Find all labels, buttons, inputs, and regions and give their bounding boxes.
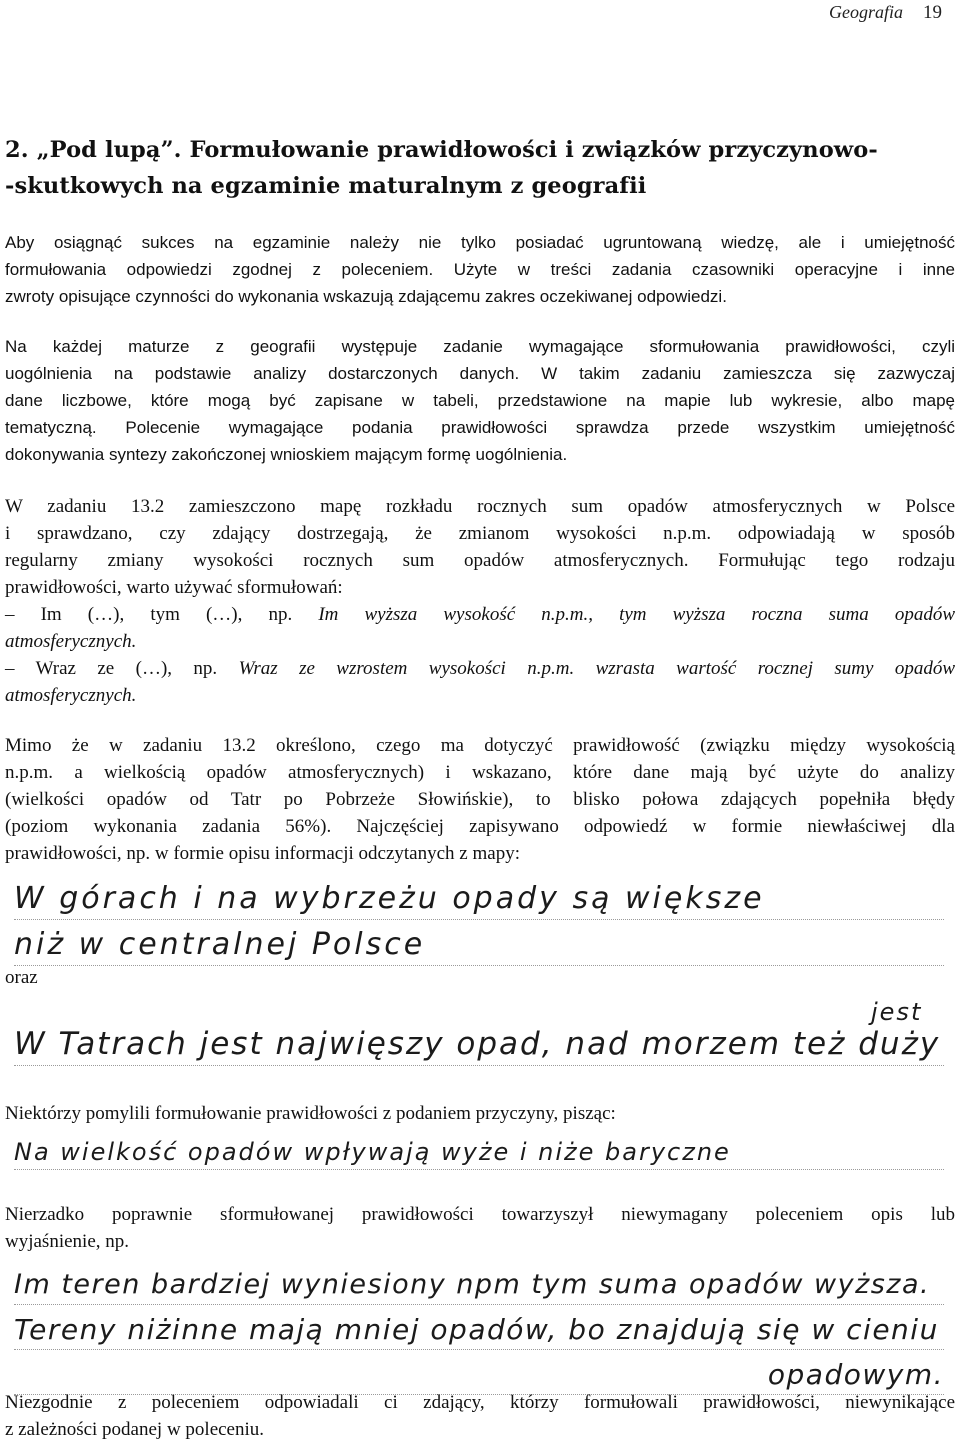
paragraph-4 [5, 732, 955, 867]
bullet-example: Wraz ze wzrostem wysokości n.p.m. wzrasta wartość rocznej sumy opadów [238, 658, 956, 679]
label-oraz: oraz [5, 967, 38, 988]
paragraph-line: i sprawdzano, czy zdający dostrzegają, że zmianom wysokości n.p.m. odpowiadają w sposób [5, 523, 955, 544]
handwritten-answer-4 [14, 1262, 944, 1397]
bullet-prefix: – Im (…), tym (…), np. [5, 604, 319, 625]
heading-line-1: 2. „Pod lupą”. Formułowanie prawidłowości i związków przyczynowo- [5, 137, 878, 163]
page-number: 19 [923, 2, 942, 23]
intro-line: zwroty opisujące czynności do wykonania wskazują zdającemu zakres oczekiwanej odpowiedzi. [5, 287, 727, 306]
paragraph-line: W zadaniu 13.2 zamieszczono mapę rozkładu rocznych sum opadów atmosferycznych w Polsce [5, 496, 955, 517]
section-heading [5, 132, 955, 204]
paragraph-line: dokonywania syntezy zakończonej wnioskiem mającym formę uogólnienia. [5, 445, 568, 464]
bullet-item-2-cont [5, 682, 955, 709]
paragraph-line: (poziom wykonania zadania 56%). Najczęściej zapisywano odpowiedź w formie niewłaściwej dla [5, 816, 955, 837]
paragraph-7 [5, 1389, 955, 1443]
bullet-example-cont: atmosferycznych. [5, 685, 137, 706]
bullet-prefix: – Wraz ze (…), np. [5, 658, 239, 679]
paragraph-line: Niektórzy pomylili formułowanie prawidłowości z podaniem przyczyny, pisząc: [5, 1103, 616, 1124]
heading-line-2: -skutkowych na egzaminie maturalnym z geografii [5, 173, 647, 199]
handwritten-insertion: jest [871, 998, 923, 1026]
bullet-item-1 [5, 601, 955, 628]
bullet-example: Im wyższa wysokość n.p.m., tym wyższa roczna suma opadów [318, 604, 955, 625]
paragraph-line: Na każdej maturze z geografii występuje zadanie wymagające sformułowania prawidłowości, czyli [5, 337, 955, 356]
running-header-section: Geografia [829, 2, 903, 22]
paragraph-line: z zależności podanej w poleceniu. [5, 1419, 265, 1440]
paragraph-line: prawidłowości, warto używać sformułowań: [5, 577, 343, 598]
intro-paragraph [5, 229, 955, 310]
handwritten-answer-3 [14, 1132, 944, 1172]
paragraph-line: Nierzadko poprawnie sformułowanej prawidłowości towarzyszył niewymagany poleceniem opis lub [5, 1204, 955, 1225]
handwritten-line: W Tatrach jest najwięszy opad, nad morzem też duży [14, 1020, 944, 1068]
paragraph-3 [5, 493, 955, 709]
handwritten-line: Na wielkość opadów wpływają wyże i niże baryczne [14, 1132, 944, 1172]
paragraph-line: wyjaśnienie, np. [5, 1231, 130, 1252]
paragraph-2 [5, 333, 955, 468]
paragraph-line: Niezgodnie z poleceniem odpowiadali ci zdający, którzy formułowali prawidłowości, niewynikające [5, 1392, 955, 1413]
bullet-item-2 [5, 655, 955, 682]
paragraph-line: (wielkości opadów od Tatr po Pobrzeże Słowińskie), to blisko połowa zdających popełniła błędy [5, 789, 955, 810]
bullet-item-1-cont [5, 628, 955, 655]
paragraph-line: Mimo że w zadaniu 13.2 określono, czego ma dotyczyć prawidłowość (związku między wysokością [5, 735, 955, 756]
running-header [829, 2, 942, 24]
paragraph-line: regularny zmiany wysokości rocznych sum opadów atmosferycznych. Formułując tego rodzaju [5, 550, 955, 571]
paragraph-line: tematyczną. Polecenie wymagające podania prawidłowości sprawdza przede wszystkim umiejętność [5, 418, 955, 437]
bullet-example-cont: atmosferycznych. [5, 631, 137, 652]
handwritten-line: W górach i na wybrzeżu opady są większe [14, 876, 944, 922]
paragraph-line: dane liczbowe, które mogą być zapisane w tabeli, przedstawione na mapie lub wykresie, albo mapę [5, 391, 955, 410]
intro-line: formułowania odpowiedzi zgodnej z poleceniem. Użyte w treści zadania czasowniki operacyjne i inne [5, 260, 955, 279]
intro-line: Aby osiągnąć sukces na egzaminie należy nie tylko posiadać ugruntowaną wiedzę, ale i umiejętność [5, 233, 955, 252]
paragraph-6 [5, 1201, 955, 1255]
paragraph-line: prawidłowości, np. w formie opisu informacji odczytanych z mapy: [5, 843, 520, 864]
handwritten-line: niż w centralnej Polsce [14, 922, 944, 968]
handwritten-line: opadowym. [14, 1352, 944, 1397]
paragraph-5 [5, 1100, 955, 1127]
handwritten-line: Tereny niżinne mają mniej opadów, bo znajdują się w cieniu [14, 1307, 944, 1352]
handwritten-line: Im teren bardziej wyniesiony npm tym suma opadów wyższa. [14, 1262, 944, 1307]
handwritten-answer-2 [14, 998, 944, 1068]
paragraph-line: n.p.m. a wielkością opadów atmosferycznych) i wskazano, które dane mają być użyte do analizy [5, 762, 955, 783]
handwritten-answer-1 [14, 876, 944, 968]
paragraph-line: uogólnienia na podstawie analizy dostarczonych danych. W takim zadaniu zamieszcza się zazwyczaj [5, 364, 955, 383]
